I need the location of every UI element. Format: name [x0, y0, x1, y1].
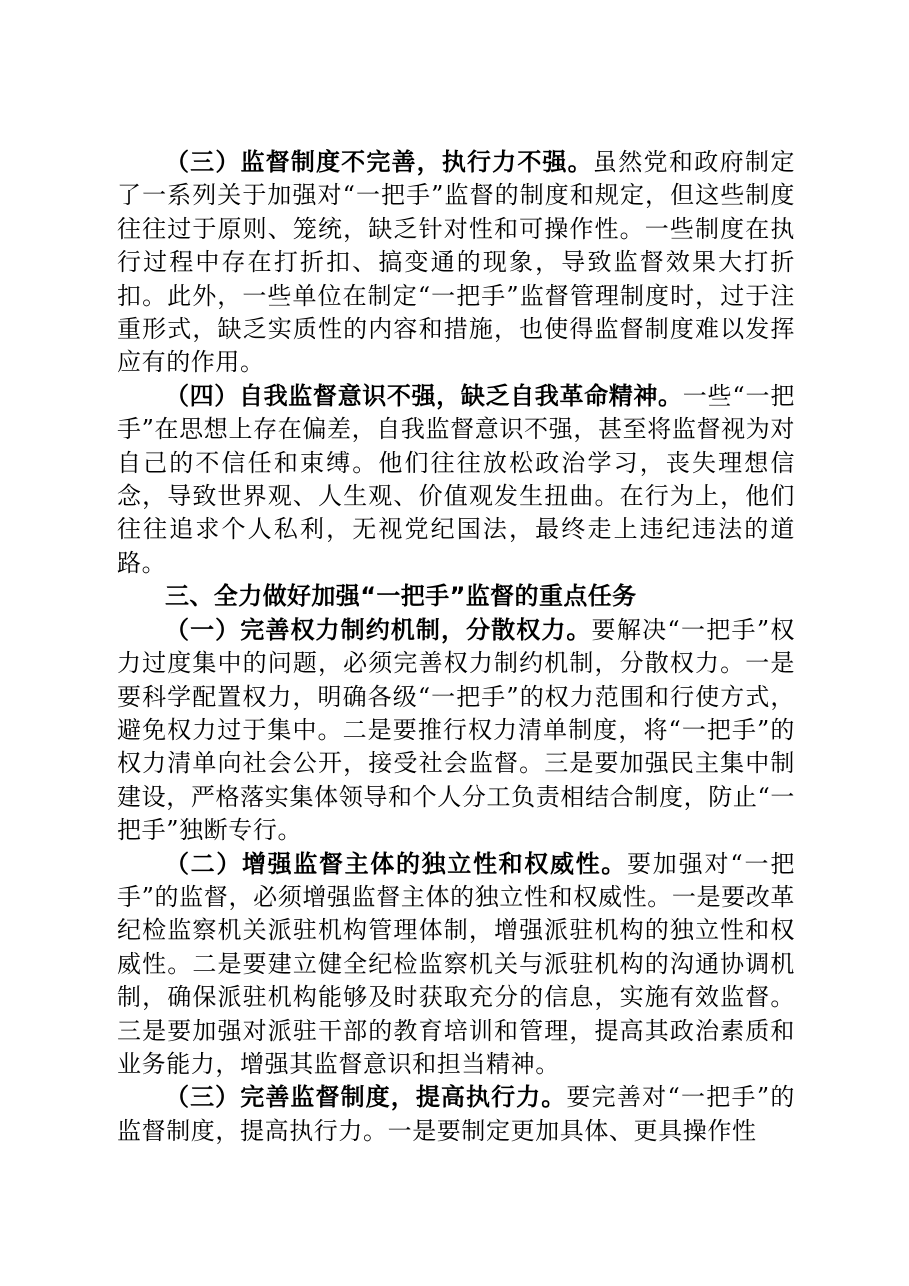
paragraph-supervision-system — [117, 146, 795, 380]
paragraph-heading: （三）完善监督制度，提高执行力。 — [165, 1083, 567, 1112]
paragraph-body: 要解决“一把手”权力过度集中的问题，必须完善权力制约机制，分散权力。一是要科学配置权力，明确各级“一把手”的权力范围和行使方式，避免权力过于集中。二是要推行权力清单制度，将“一把手”的权力清单向社会公开，接受社会监督。三是要加强民主集中制建设，严格落实集体领导和个人分工负责相结合制度，防止“一把手”独断专行。 — [117, 615, 795, 845]
paragraph-body: 要完善对“一把手”的监督制度，提高执行力。一是要制定更加具体、更具操作性 — [117, 1083, 795, 1145]
section-heading: 三、全力做好加强“一把手”监督的重点任务 — [165, 582, 637, 611]
paragraph-heading: （四）自我监督意识不强，缺乏自我革命精神。 — [165, 381, 683, 410]
paragraph-body: 一些“一把手”在思想上存在偏差，自我监督意识不强，甚至将监督视为对自己的不信任和束缚。他们往往放松政治学习，丧失理想信念，导致世界观、人生观、价值观发生扭曲。在行为上，他们往往追求个人私利，无视党纪国法，最终走上违纪违法的道路。 — [117, 381, 795, 577]
paragraph-self-supervision — [117, 380, 795, 580]
paragraph-power-restraint — [117, 614, 795, 848]
paragraph-heading: （一）完善权力制约机制，分散权力。 — [165, 615, 592, 644]
paragraph-heading: （二）增强监督主体的独立性和权威性。 — [165, 849, 627, 878]
paragraph-heading: （三）监督制度不完善，执行力不强。 — [165, 148, 593, 176]
paragraph-supervisor-independence — [117, 848, 795, 1082]
paragraph-execution — [117, 1081, 795, 1148]
paragraph-body: 要加强对“一把手”的监督，必须增强监督主体的独立性和权威性。一是要改革纪检监察机关派驻机构管理体制，增强派驻机构的独立性和权威性。二是要建立健全纪检监察机关与派驻机构的沟通协调机制，确保派驻机构能够及时获取充分的信息，实施有效监督。三是要加强对派驻干部的教育培训和管理，提高其政治素质和业务能力，增强其监督意识和担当精神。 — [117, 849, 795, 1078]
paragraph-body: 虽然党和政府制定了一系列关于加强对“一把手”监督的制度和规定，但这些制度往往过于原则、笼统，缺乏针对性和可操作性。一些制度在执行过程中存在打折扣、搞变通的现象，导致监督效果大打折扣。此外，一些单位在制定“一把手”监督管理制度时，过于注重形式，缺乏实质性的内容和措施，也使得监督制度难以发挥应有的作用。 — [117, 148, 795, 377]
document-page — [117, 146, 795, 1148]
